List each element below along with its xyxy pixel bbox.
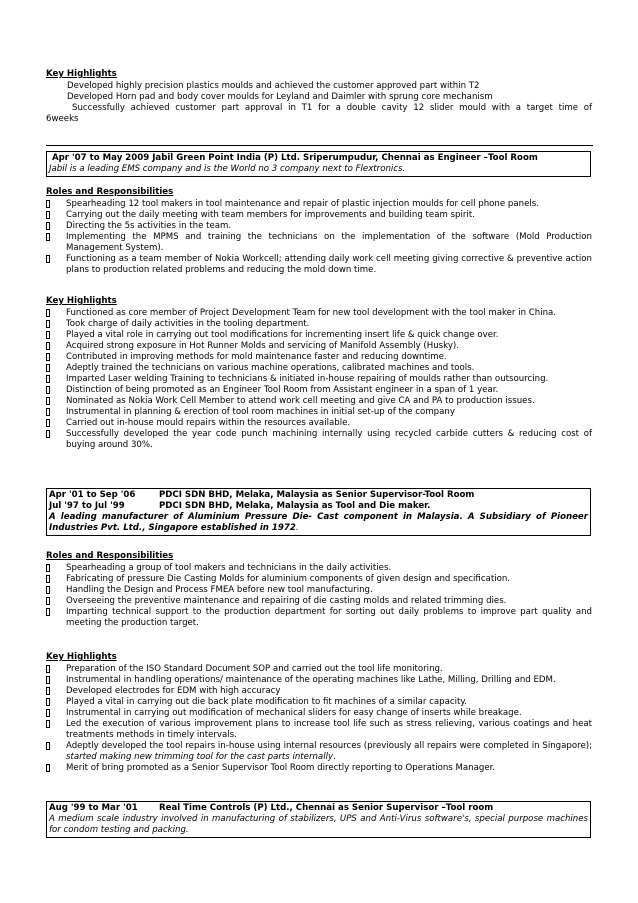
company-description: Jabil is a leading EMS company and is the World no 3 company next to Flextronics.: [49, 164, 406, 174]
bullet-icon: [46, 665, 50, 673]
list-item: Contributed in improving methods for mold maintenance faster and reducing downtime.: [46, 352, 592, 363]
job-title: PDCI SDN BHD, Melaka, Malaysia as Tool and Die maker.: [159, 501, 431, 511]
list-item: Functioned as core member of Project Development Team for new tool development with the tool maker in China.: [46, 308, 592, 319]
divider: [46, 145, 593, 146]
highlight-line-continued: 6weeks: [46, 114, 79, 124]
bullet-icon: [46, 608, 50, 616]
bullet-icon: [46, 742, 50, 750]
list-item: Acquired strong exposure in Hot Runner Molds and servicing of Manifold Assembly (Husky).: [46, 341, 592, 352]
list-item: Distinction of being promoted as an Engineer Tool Room from Assistant engineer in a span of 1 year.: [46, 385, 592, 396]
jabil-roles: [46, 187, 592, 276]
bullet-icon: [46, 720, 50, 728]
job-header-pdci: [46, 488, 591, 536]
bullet-icon: [46, 211, 50, 219]
section-heading: Key Highlights: [46, 652, 117, 662]
list-item: Functioning as a team member of Nokia Workcell; attending daily work cell meeting giving corrective & preventive action plans to production related problems and reducing the mold down time.: [46, 254, 592, 276]
bullet-icon: [46, 309, 50, 317]
bullet-icon: [46, 408, 50, 416]
bullet-icon: [46, 233, 50, 241]
list-item: Instrumental in handling operations/ maintenance of the operating machines like Lathe, Milling, Drilling and EDM.: [46, 675, 592, 686]
pdci-roles: [46, 551, 592, 629]
top-highlights: [46, 69, 592, 125]
list-item: Imparted Laser welding Training to technicians & initiated in-house repairing of moulds rather than outsourcing.: [46, 374, 592, 385]
list-item: Handling the Design and Process FMEA before new tool manufacturing.: [46, 585, 592, 596]
job-dates: Aug '99 to Mar '01: [49, 803, 138, 813]
bullet-icon: [46, 564, 50, 572]
job-header-jabil: [46, 151, 591, 177]
bullet-icon: [46, 597, 50, 605]
section-heading: Key Highlights: [46, 69, 117, 79]
bullet-icon: [46, 586, 50, 594]
job-title: Real Time Controls (P) Ltd., Chennai as Senior Supervisor –Tool room: [159, 803, 494, 813]
list-item: Carrying out the daily meeting with team members for improvements and building team spirit.: [46, 210, 592, 221]
list-item: Carried out in-house mould repairs within the resources available.: [46, 418, 592, 429]
bullet-icon: [46, 676, 50, 684]
highlight-line: Developed Horn pad and body cover moulds for Leyland and Daimler with sprung core mechanism: [67, 92, 493, 102]
list-item: Preparation of the ISO Standard Document SOP and carried out the tool life monitoring.: [46, 664, 592, 675]
list-item: Played a vital in carrying out die back plate modification to fit machines of a similar capacity.: [46, 697, 592, 708]
list-item: Successfully developed the year code punch machining internally using recycled carbide cutters & reducing cost of buying around 30%.: [46, 429, 592, 451]
list-item: Instrumental in carrying out modification of mechanical sliders for easy change of inserts while breakage.: [46, 708, 592, 719]
company-description: A medium scale industry involved in manufacturing of stabilizers, UPS and Anti-Virus software's, special purpose machines for condom testing and packing.: [49, 814, 588, 835]
list-item: Fabricating of pressure Die Casting Molds for aluminium components of given design and specification.: [46, 574, 592, 585]
list-item: Overseeing the preventive maintenance and repairing of die casting molds and related trimming dies.: [46, 596, 592, 607]
bullet-icon: [46, 255, 50, 263]
bullet-icon: [46, 222, 50, 230]
job-title: Apr '07 to May 2009 Jabil Green Point India (P) Ltd. Sriperumpudur, Chennai as Engineer –Tool Room: [52, 153, 538, 163]
bullet-icon: [46, 687, 50, 695]
job-header-realtime: [46, 801, 591, 838]
list-item: Played a vital role in carrying out tool modifications for incrementing insert life & quick change over.: [46, 330, 592, 341]
list-item: Took charge of daily activities in the tooling department.: [46, 319, 592, 330]
bullet-icon: [46, 331, 50, 339]
bullet-icon: [46, 764, 50, 772]
section-heading: Roles and Responsibilities: [46, 551, 174, 561]
list-item: Implementing the MPMS and training the technicians on the implementation of the software (Mold Production Management System).: [46, 232, 592, 254]
list-item: Led the execution of various improvement plans to increase tool life such as stress relieving, various coatings and heat treatments methods in timely intervals.: [46, 719, 592, 741]
list-item: Spearheading a group of tool makers and technicians in the daily activities.: [46, 563, 592, 574]
bullet-icon: [46, 698, 50, 706]
list-item: Nominated as Nokia Work Cell Member to attend work cell meeting and give CA and PA to production issues.: [46, 396, 592, 407]
pdci-highlights: [46, 652, 592, 774]
list-item: Adeptly trained the technicians on various machine operations, calibrated machines and tools.: [46, 363, 592, 374]
bullet-icon: [46, 386, 50, 394]
jabil-highlights: [46, 296, 592, 451]
bullet-icon: [46, 397, 50, 405]
section-heading: Key Highlights: [46, 296, 117, 306]
bullet-icon: [46, 342, 50, 350]
job-dates: Jul '97 to Jul '99: [49, 501, 125, 511]
bullet-icon: [46, 364, 50, 372]
list-item: Imparting technical support to the production department for sorting out daily problems to improve part quality and meeting the production target.: [46, 607, 592, 629]
job-row: [49, 501, 588, 512]
job-title: PDCI SDN BHD, Melaka, Malaysia as Senior Supervisor-Tool Room: [159, 490, 475, 500]
list-item: Adeptly developed the tool repairs in-house using internal resources (previously all repairs were completed in Singapore); started making new trimming tool for the cast parts internally.: [46, 741, 592, 763]
bullet-icon: [46, 200, 50, 208]
list-item: Merit of bring promoted as a Senior Supervisor Tool Room directly reporting to Operations Manager.: [46, 763, 592, 774]
bullet-icon: [46, 709, 50, 717]
job-row: [49, 490, 588, 501]
job-row: [49, 803, 588, 814]
bullet-icon: [46, 320, 50, 328]
list-item: Spearheading 12 tool makers in tool maintenance and repair of plastic injection moulds for cell phone panels.: [46, 199, 592, 210]
bullet-icon: [46, 575, 50, 583]
job-dates: Apr '01 to Sep '06: [49, 490, 136, 500]
list-item: Directing the 5s activities in the team.: [46, 221, 592, 232]
company-description: A leading manufacturer of Aluminium Pressure Die- Cast component in Malaysia. A Subsidiary of Pioneer Industries Pvt. Ltd., Singapore established in 1972.: [49, 512, 588, 533]
bullet-icon: [46, 430, 50, 438]
highlight-line: Developed highly precision plastics moulds and achieved the customer approved part within T2: [67, 81, 480, 91]
highlight-line: Successfully achieved customer part approval in T1 for a double cavity 12 slider mould with a target time of: [72, 103, 592, 113]
list-item: Instrumental in planning & erection of tool room machines in initial set-up of the company: [46, 407, 592, 418]
section-heading: Roles and Responsibilities: [46, 187, 174, 197]
bullet-icon: [46, 353, 50, 361]
bullet-icon: [46, 419, 50, 427]
list-item: Developed electrodes for EDM with high accuracy: [46, 686, 592, 697]
bullet-icon: [46, 375, 50, 383]
